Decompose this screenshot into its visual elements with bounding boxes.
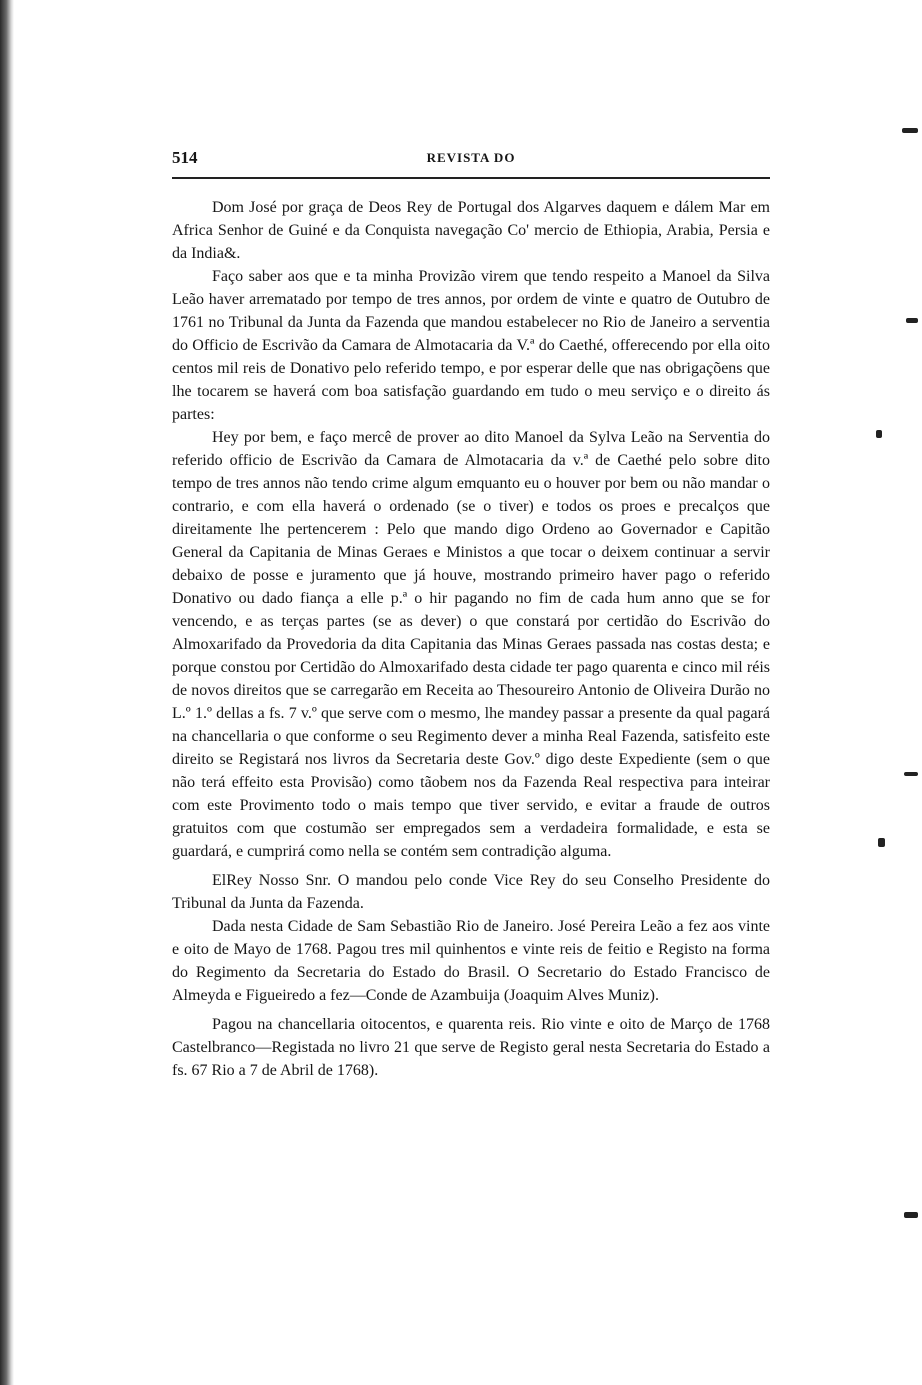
paragraph-mandate: ElRey Nosso Snr. O mandou pelo conde Vice Rey do seu Conselho Presidente do Tribunal da Junta da Fazenda.: [172, 872, 770, 912]
paragraph-provision: Hey por bem, e faço mercê de prover ao dito Manoel da Sylva Leão na Serventia do referido officio de Escrivão da Camara de Almotacaria da v.ª de Caethé pelo sobre dito tempo de tres annos não tendo crime algum emquanto eu o houver por bem ou não mandar o contrario, e com ella haverá o ordenado (se o tiver) e todos os proes e precalços que direitamente lhe pertencerem : Pelo que mando digo Ordeno ao Governador e Capitão General da Capitania de Minas Geraes e Ministos a que tocar o deixem continuar a servir debaixo de posse e juramento que já houve, mostrando primeiro haver pago o referido Donativo ou dado fiança a elle p.ª o hir pagando no fim de cada hum anno que se for vencendo, e as terças partes (se as dever) o que constará por certidão do Escrivão do Almoxarifado da Provedoria da dita Capitania das Minas Geraes passada nas costas desta; e porque constou por Certidão do Almoxarifado desta cidade ter pago quarenta e cinco mil réis de novos direitos que se carregarão em Receita ao Thesoureiro Antonio de Oliveira Durão no L.º 1.º dellas a fs. 7 v.º que serve com o mesmo, lhe mandey passar a presente da qual pagará na chancellaria o que conforme o seu Regimento dever a minha Real Fazenda, satisfeito este direito se Registará nos livros da Secretaria deste Gov.º digo deste Expediente (sem o que não terá effeito esta Provisão) como tãobem nos da Fazenda Real respectiva para inteirar com este Provimento todo o mais tempo que tiver servido, e evitar a fraude de outros gratuitos com que costumão ser empregados sem a verdadeira formalidade, e esta se guardará, e cumprirá como nella se contém sem contradição alguma.: [172, 429, 770, 860]
paragraph-salutation: Dom José por graça de Deos Rey de Portugal dos Algarves daquem e dálem Mar em Africa Senhor de Guiné e da Conquista navegação Co' mercio de Ethiopia, Arabia, Persia e da India&.: [172, 199, 770, 262]
paragraph-preamble: Faço saber aos que e ta minha Provizão virem que tendo respeito a Manoel da Silva Leão haver arrematado por tempo de tres annos, por ordem de vinte e quatro de Outubro de 1761 no Tribunal da Junta da Fazenda que mandou estabelecer no Rio de Janeiro a serventia do Officio de Escrivão da Camara de Almotacaria da V.ª do Caethé, offerecendo por ella oito centos mil reis de Donativo pelo referido tempo, e por esperar delle que nas obrigaçõens que lhe tocarem se haverá com boa satisfação guardando em tudo o meu serviço e o direito ás partes:: [172, 268, 770, 423]
page-header: [172, 148, 770, 172]
header-rule: [172, 177, 770, 179]
document-body: [172, 196, 770, 1082]
book-binding-shadow: [0, 0, 14, 1385]
page-number: 514: [172, 148, 198, 167]
paragraph-dating: Dada nesta Cidade de Sam Sebastião Rio de Janeiro. José Pereira Leão a fez aos vinte e oito de Mayo de 1768. Pagou tres mil quinhentos e vinte reis de feitio e Registo na forma do Regimento da Secretaria do Estado do Brasil. O Secretario do Estado Francisco de Almeyda e Figueiredo a fez—Conde de Azambuija (Joaquim Alves Muniz).: [172, 918, 770, 1004]
running-head: REVISTA DO: [426, 150, 516, 165]
paragraph-payment: Pagou na chancellaria oitocentos, e quarenta reis. Rio vinte e oito de Março de 1768 Castelbranco—Registada no livro 21 que serve de Registo geral nesta Secretaria do Estado a fs. 67 Rio a 7 de Abril de 1768).: [172, 1016, 770, 1079]
